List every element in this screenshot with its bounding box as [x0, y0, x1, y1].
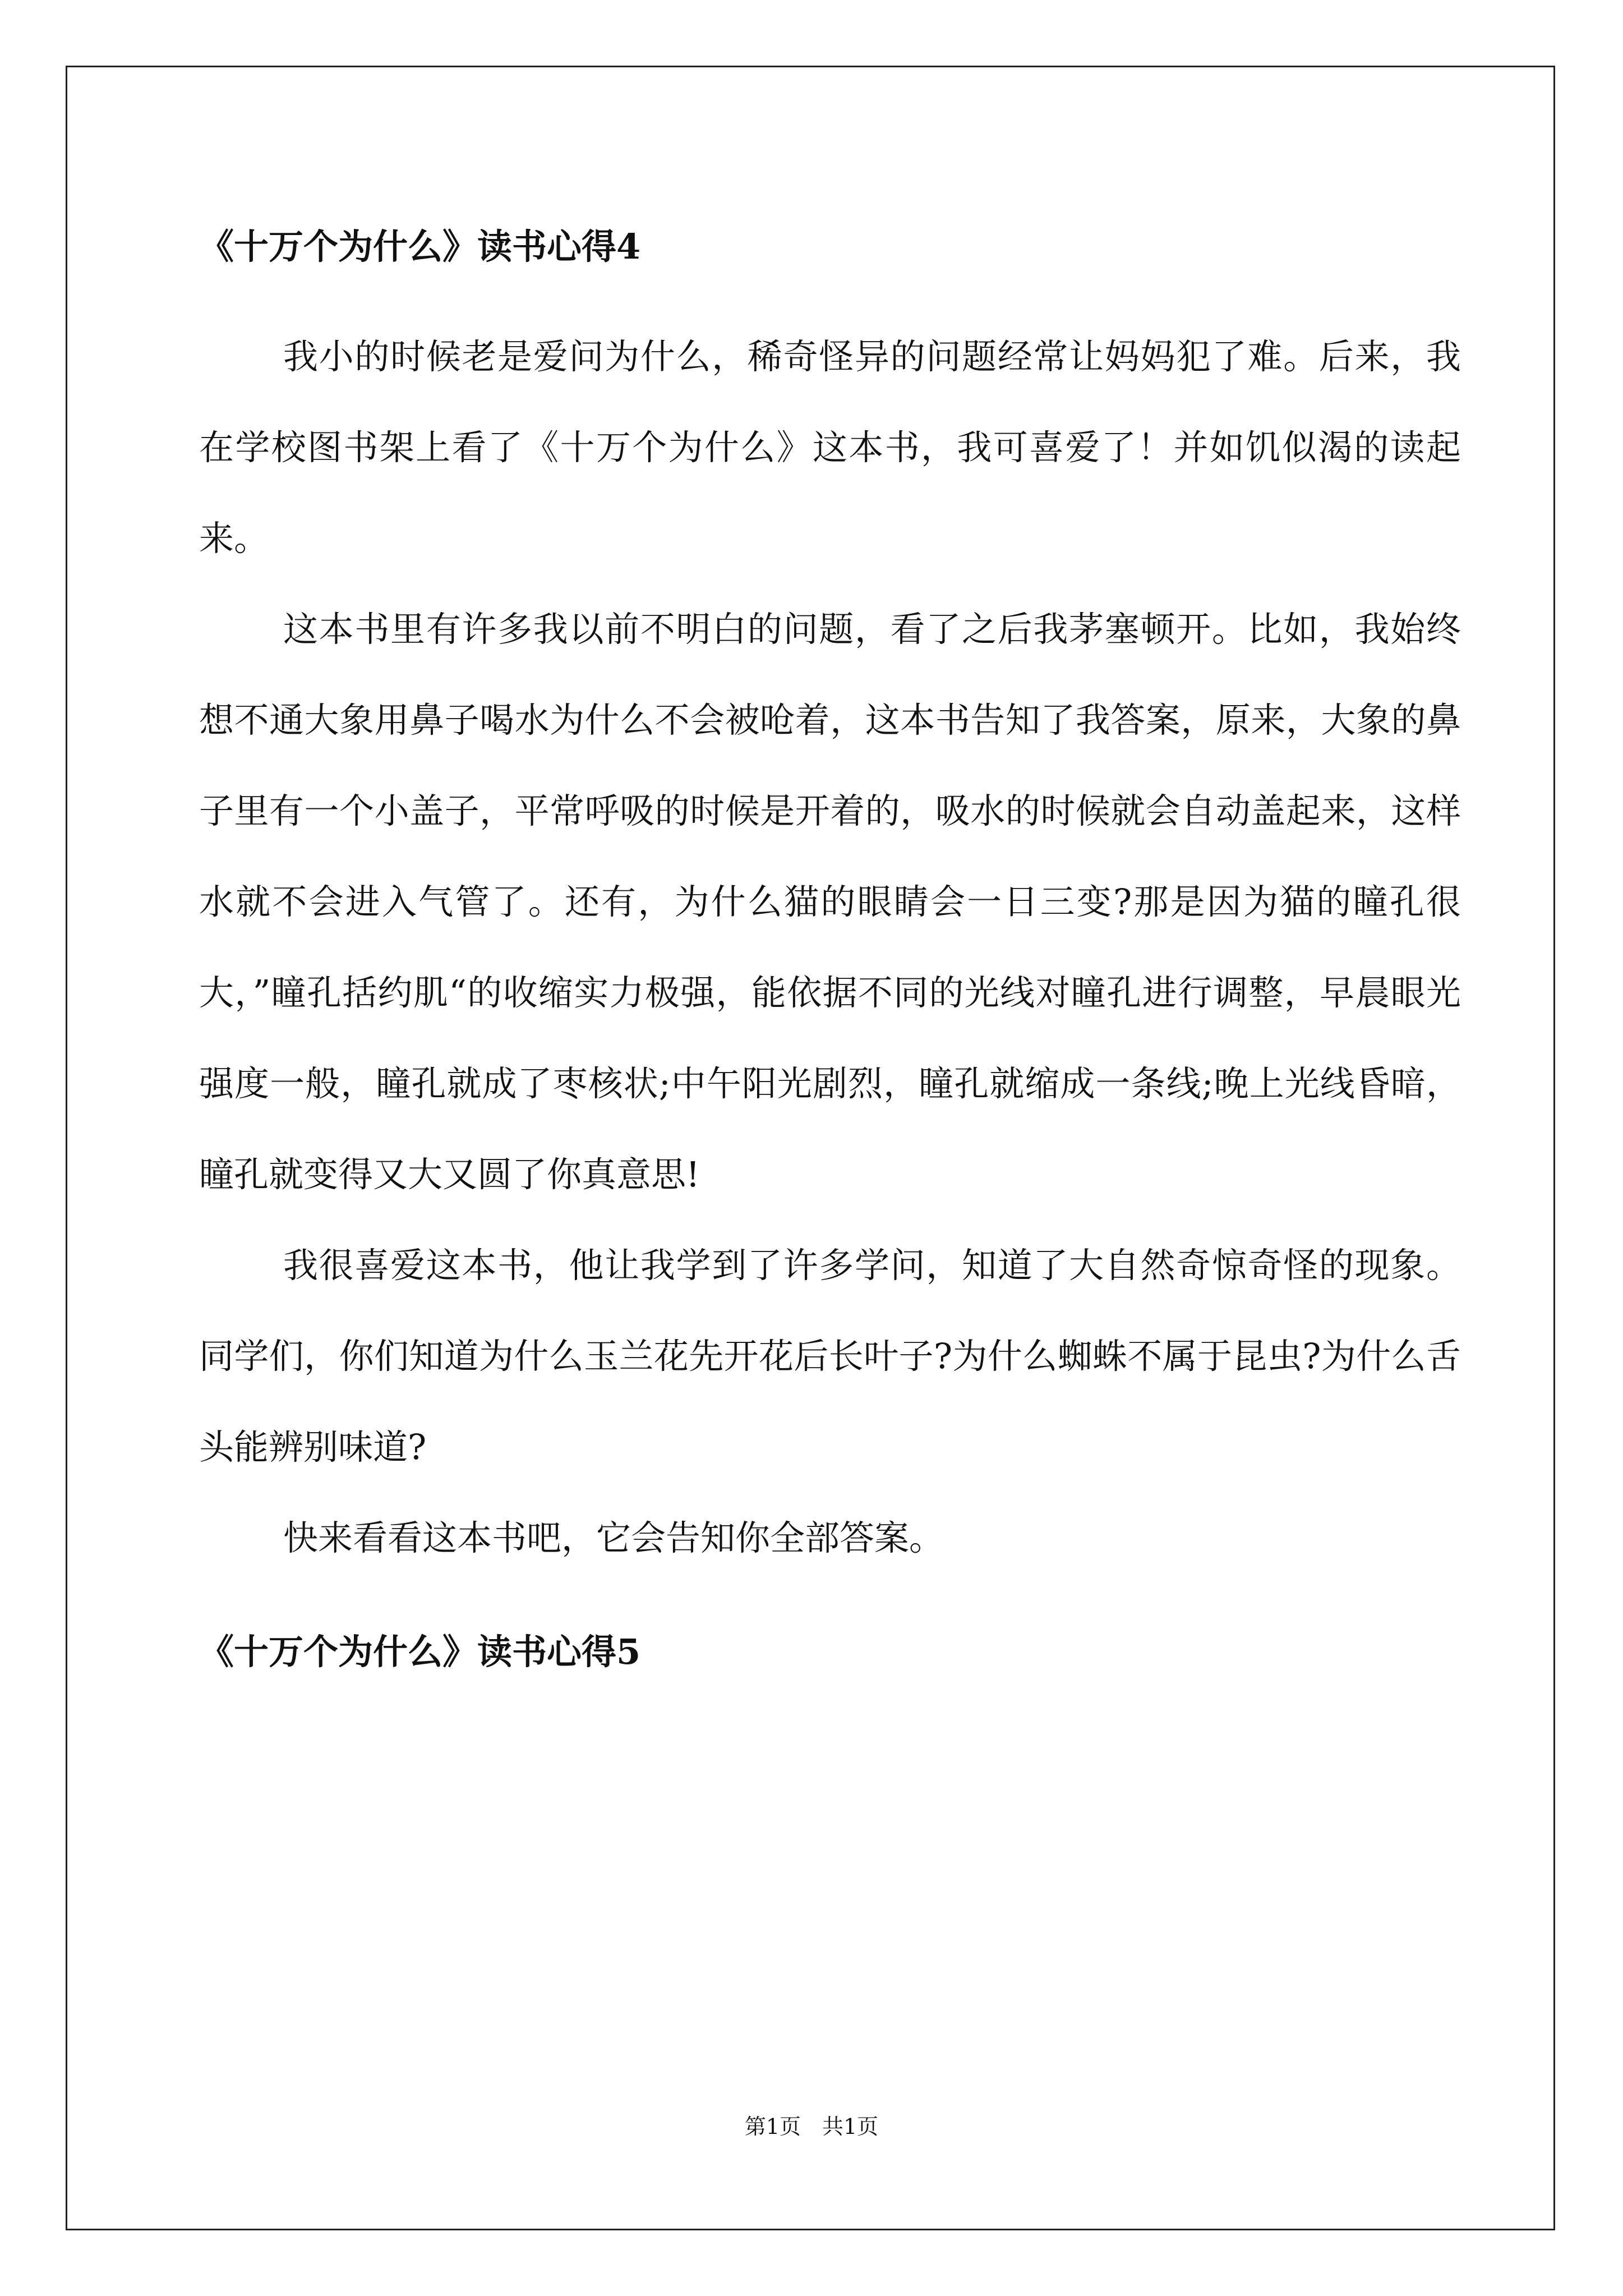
- document-body: [199, 224, 1461, 1674]
- paragraph-4: 快来看看这本书吧，它会告知你全部答案。: [283, 1517, 944, 1558]
- section-heading-5: 《十万个为什么》读书心得5: [199, 1631, 641, 1672]
- section-heading-4: 《十万个为什么》读书心得4: [199, 226, 641, 267]
- paragraph-1: 我小的时候老是爱问为什么，稀奇怪异的问题经常让妈妈犯了难。后来，我在学校图书架上看了《十万个为什么》这本书，我可喜爱了！并如饥似渴的读起来。: [199, 336, 1461, 559]
- paragraph-2: 这本书里有许多我以前不明白的问题，看了之后我茅塞顿开。比如，我始终想不通大象用鼻子喝水为什么不会被呛着，这本书告知了我答案，原来，大象的鼻子里有一个小盖子，平常呼吸的时候是开着的，吸水的时候就会自动盖起来，这样水就不会进入气管了。还有，为什么猫的眼睛会一日三变?那是因为猫的瞳孔很大，”瞳孔括约肌“的收缩实力极强，能依据不同的光线对瞳孔进行调整，早晨眼光强度一般，瞳孔就成了枣核状;中午阳光剧烈，瞳孔就缩成一条线;晚上光线昏暗，瞳孔就变得又大又圆了你真意思!: [199, 609, 1461, 1195]
- paragraph-3: 我很喜爱这本书，他让我学到了许多学问，知道了大自然奇惊奇怪的现象。同学们，你们知道为什么玉兰花先开花后长叶子?为什么蜘蛛不属于昆虫?为什么舌头能辨别味道?: [199, 1245, 1461, 1467]
- page-footer: 第1页 共1页: [744, 2114, 879, 2139]
